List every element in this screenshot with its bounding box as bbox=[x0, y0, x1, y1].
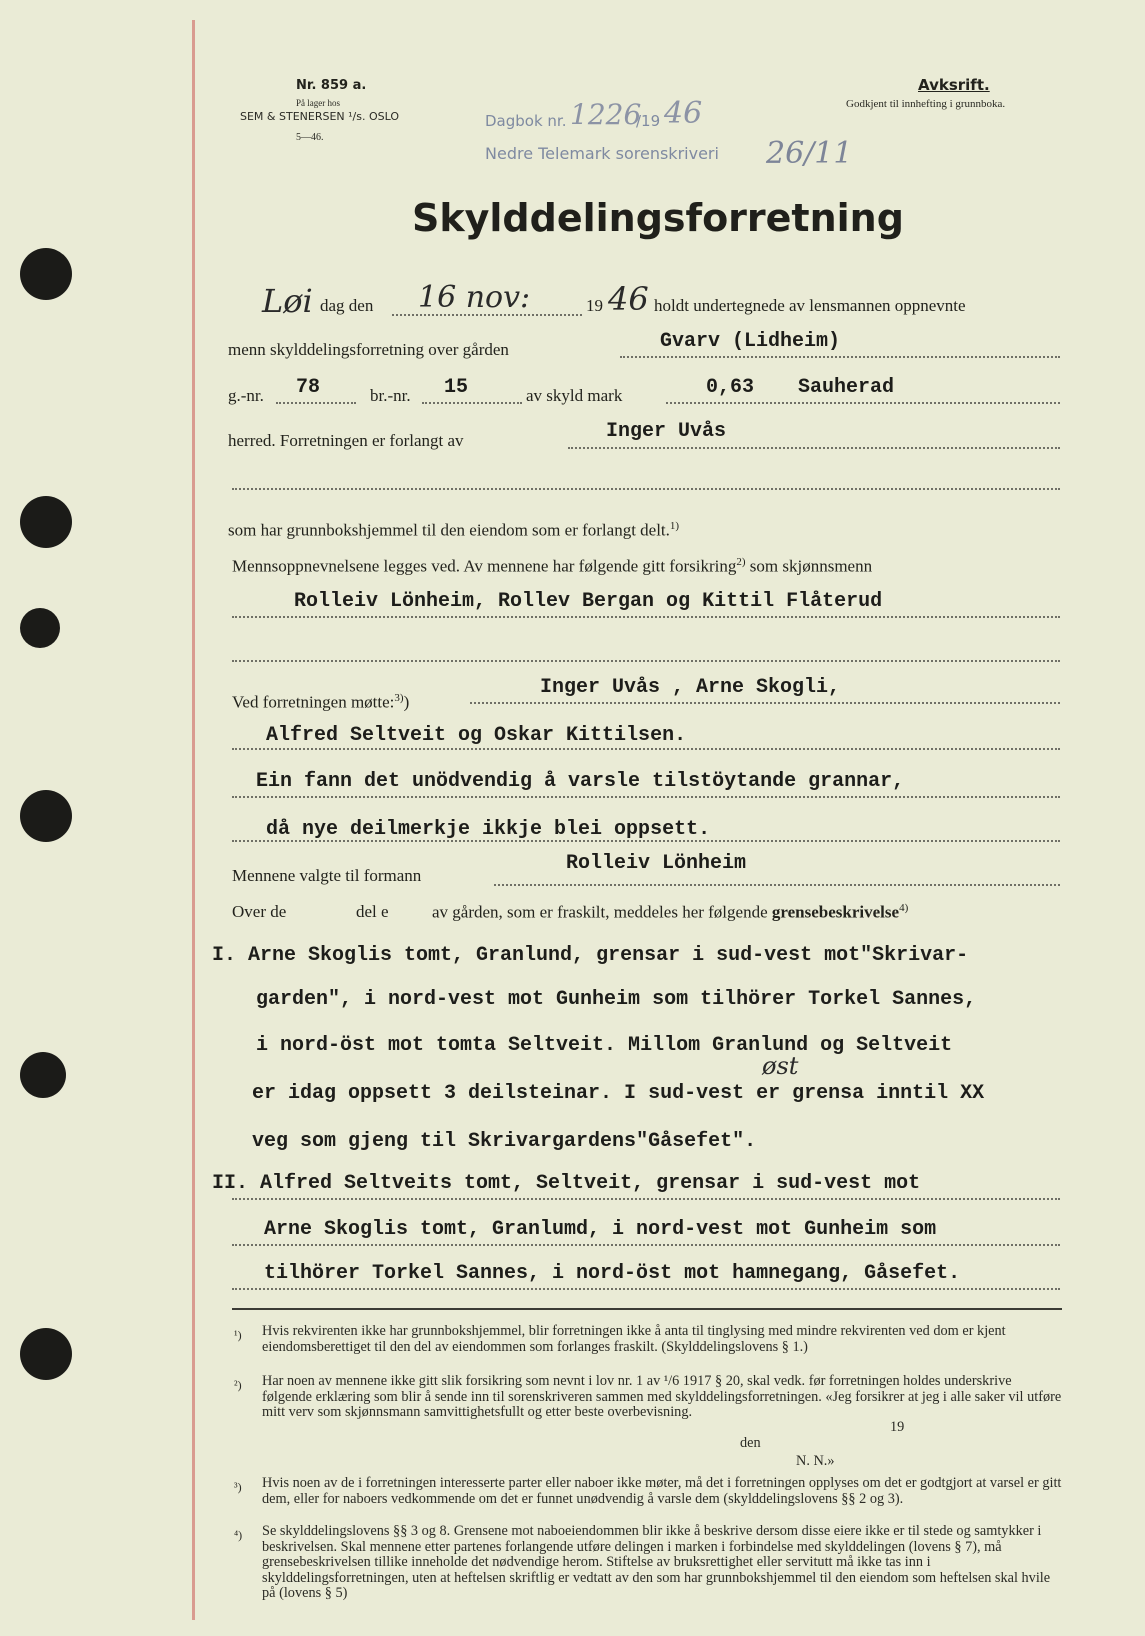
fill-line bbox=[494, 884, 1060, 886]
skyld-value: 0,63 bbox=[706, 376, 755, 399]
punch-hole bbox=[20, 496, 72, 548]
margin-line bbox=[192, 20, 195, 1620]
fill-line bbox=[470, 702, 1060, 704]
del-e-text: del e bbox=[356, 902, 389, 921]
skjonnsmenn-names: Rolleiv Lönheim, Rollev Bergan og Kittil Flåterud bbox=[294, 590, 883, 613]
footnote-number: ⁴) bbox=[234, 1528, 243, 1542]
footnote-rule bbox=[232, 1308, 1062, 1310]
note-line: Ein fann det unödvendig å varsle tilstöytande grannar, bbox=[256, 770, 905, 793]
fill-line bbox=[232, 1198, 1060, 1200]
motte-text: Ved forretningen møtte:$^{3)}$) bbox=[232, 692, 410, 712]
over-text: av gården, som er fraskilt, meddeles her følgende grensebeskrivelse$^{4)}$ bbox=[432, 902, 909, 922]
fill-line bbox=[232, 840, 1060, 842]
footnote-den: den bbox=[740, 1435, 761, 1451]
attendees-line: Inger Uvås , Arne Skogli, bbox=[540, 676, 841, 699]
holdt-text: holdt undertegnede av lensmannen oppnevnte bbox=[654, 296, 966, 315]
fill-line bbox=[232, 796, 1060, 798]
fill-line bbox=[568, 447, 1060, 449]
punch-hole bbox=[20, 248, 72, 300]
footnote-number: ²) bbox=[234, 1378, 242, 1392]
punch-hole bbox=[20, 790, 72, 842]
menns-text: Mennsoppnevnelsene legges ved. Av mennene har følgende gitt forsikring$^{2)}$ som skjønnsmenn bbox=[232, 556, 873, 576]
punch-hole bbox=[20, 1052, 66, 1098]
printer-line: På lager hos bbox=[296, 98, 340, 108]
boundary-line: veg som gjeng til Skrivargardens"Gåsefet". bbox=[252, 1130, 757, 1153]
weekday-handwritten: Løi bbox=[262, 282, 313, 320]
requester-name: Inger Uvås bbox=[606, 420, 727, 443]
boundary-line: garden", i nord-vest mot Gunheim som tilhörer Torkel Sannes, bbox=[256, 988, 977, 1011]
correction-handwritten: øst bbox=[762, 1052, 799, 1080]
formann-name: Rolleiv Lönheim bbox=[566, 852, 747, 875]
boundary-line: tilhörer Torkel Sannes, i nord-öst mot hamnegang, Gåsefet. bbox=[264, 1262, 961, 1285]
attendees-line: Alfred Seltveit og Oskar Kittilsen. bbox=[266, 724, 687, 747]
menn-text: menn skylddelingsforretning over gården bbox=[228, 340, 509, 359]
footnote-signature: N. N.» bbox=[796, 1453, 835, 1469]
printer-line: SEM & STENERSEN ¹/s. OSLO bbox=[240, 110, 400, 123]
note-line: då nye deilmerkje ikkje blei oppsett. bbox=[266, 818, 711, 841]
document-title: Skylddelingsforretning bbox=[412, 196, 904, 240]
office-stamp: Nedre Telemark sorenskriveri bbox=[485, 144, 719, 163]
fill-line bbox=[276, 402, 356, 404]
footnote-text: Se skylddelingslovens §§ 3 og 8. Grensene mot naboeiendommen blir ikke å beskrive dersom disse eiere ikke er til stede og samtykker i beskrivelsen. Skal mennene etter partenes forlangende utføre delingen i marken i forbindelse med skylddelingen (lovens § 7), må grensebeskrivelsen tillike inneholde det nødvendige herom. Stiftelse av bruksrettighet eller servitutt må ikke tas inn i skylddelingsforretningen, uten at heftelsen skriftlig er vedtatt av den som har grunnbokshjemmel til den eiendom som heftelsen skal hvile på (lovens § 5) bbox=[262, 1523, 1051, 1602]
grunnbok-text: som har grunnbokshjemmel til den eiendom som er forlangt delt.$^{1)}$ bbox=[228, 520, 680, 540]
fill-line bbox=[232, 488, 1060, 490]
footnote-number: ³) bbox=[234, 1480, 242, 1494]
printer-line: 5—46. bbox=[296, 132, 324, 143]
boundary-line: II. Alfred Seltveits tomt, Seltveit, grensar i sud-vest mot bbox=[212, 1172, 921, 1195]
dagbok-label: Dagbok nr. bbox=[485, 112, 567, 130]
footnote-number: ¹) bbox=[234, 1328, 242, 1342]
herred-text: herred. Forretningen er forlangt av bbox=[228, 431, 464, 450]
footnote-year: 19 bbox=[890, 1419, 905, 1435]
boundary-line: i nord-öst mot tomta Seltveit. Millom Granlund og Seltveit bbox=[256, 1034, 953, 1057]
gnr-value: 78 bbox=[296, 376, 321, 399]
footnote-text: Hvis rekvirenten ikke har grunnbokshjemmel, blir forretningen ikke å anta til tinglysing med mindre rekvirenten ved dom er kjent eiendomsberettiget til den del av eiendommen som forlanges fraskilt. (Skylddelingslovens § 1.) bbox=[262, 1323, 1006, 1355]
brnr-value: 15 bbox=[444, 376, 469, 399]
form-number: Nr. 859 a. bbox=[296, 78, 367, 93]
skyld-label: av skyld mark bbox=[526, 386, 623, 405]
stamp-date: 26/11 bbox=[766, 136, 853, 171]
fill-line bbox=[422, 402, 522, 404]
fill-line bbox=[232, 660, 1060, 662]
dag-den-label: dag den bbox=[320, 296, 374, 315]
fill-line bbox=[232, 616, 1060, 618]
dagbok-number: 1226 bbox=[570, 98, 642, 131]
over-de-text: Over de bbox=[232, 902, 287, 921]
year-handwritten: 46 bbox=[608, 280, 649, 318]
date-handwritten: 16 nov: bbox=[418, 280, 531, 315]
boundary-line: er idag oppsett 3 deilsteinar. I sud-vest er grensa inntil XX bbox=[252, 1082, 985, 1105]
fill-line bbox=[232, 1244, 1060, 1246]
formann-text: Mennene valgte til formann bbox=[232, 866, 422, 885]
year-prefix: 19 bbox=[586, 296, 603, 315]
avskrift-label: Avksrift. bbox=[918, 76, 990, 94]
gnr-label: g.-nr. bbox=[228, 386, 264, 405]
footnote-text: Har noen av mennene ikke gitt slik forsikring som nevnt i lov nr. 1 av ¹/6 1917 § 20, skal vedk. før forretningen holdes underskrive følgende erklæring som blir å sende inn til sorenskriveren sammen med skylddelingsforretningen. «Jeg forsikrer at jeg i alle saker vil utføre mitt verv som skjønnsmann samvittighetsfullt og etter beste overbevisning. bbox=[262, 1373, 1062, 1421]
fill-line bbox=[666, 402, 1060, 404]
boundary-line: I. Arne Skoglis tomt, Granlund, grensar i sud-vest mot"Skrivar- bbox=[212, 944, 969, 967]
punch-hole bbox=[20, 1328, 72, 1380]
brnr-label: br.-nr. bbox=[370, 386, 411, 405]
godkjent-label: Godkjent til innhefting i grunnboka. bbox=[846, 98, 1006, 110]
year-number: 46 bbox=[664, 96, 703, 131]
boundary-line: Arne Skoglis tomt, Granlumd, i nord-vest mot Gunheim som bbox=[264, 1218, 937, 1241]
year-label: /19 bbox=[636, 112, 661, 130]
fill-line bbox=[232, 1288, 1060, 1290]
farm-name: Gvarv (Lidheim) bbox=[660, 330, 841, 353]
footnote-text: Hvis noen av de i forretningen interesserte parter eller naboer ikke møter, må det i forretningen opplyses om det er godtgjort at varsel er gitt dem, eller for naboers vedkommende om det er funnet unødvendig å varsle dem (skylddelingslovens §§ 2 og 3). bbox=[262, 1475, 1062, 1507]
punch-hole bbox=[20, 608, 60, 648]
fill-line bbox=[620, 356, 1060, 358]
herred-name: Sauherad bbox=[798, 376, 895, 399]
fill-line bbox=[232, 748, 1060, 750]
